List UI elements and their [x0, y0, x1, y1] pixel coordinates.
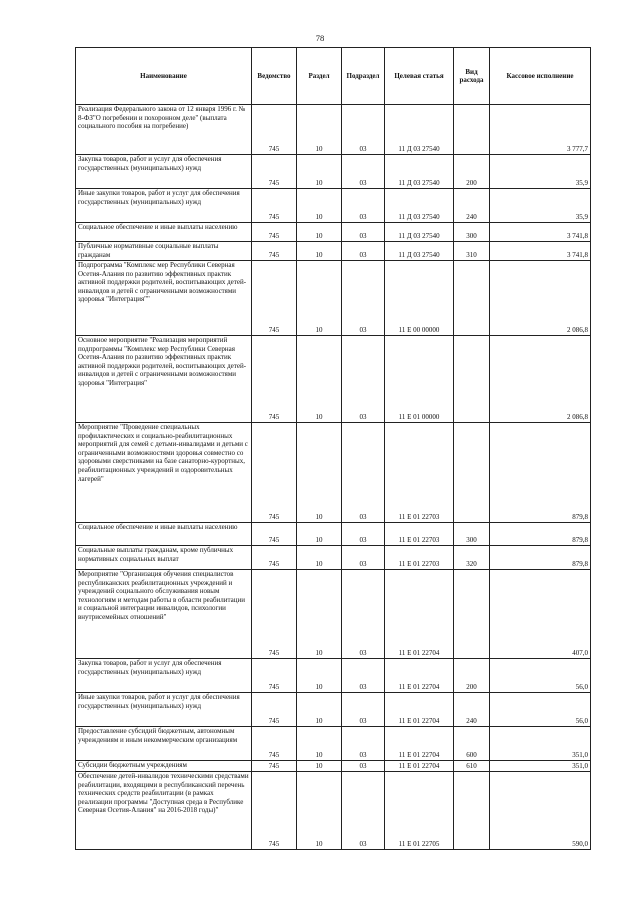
row-section: 10 — [297, 727, 342, 761]
row-expense-type: 320 — [454, 546, 490, 570]
budget-table — [75, 47, 591, 850]
row-target-article: 11 Е 01 22703 — [385, 423, 454, 523]
row-amount: 35,9 — [490, 155, 591, 189]
row-subsection: 03 — [342, 727, 385, 761]
table-row — [76, 761, 591, 772]
row-name: Закупка товаров, работ и услуг для обеспечения государственных (муниципальных) нужд — [76, 659, 252, 693]
row-department: 745 — [252, 261, 297, 336]
row-name: Предоставление субсидий бюджетным, автономным учреждениям и иным некоммерческим организациям — [76, 727, 252, 761]
row-amount: 3 741,8 — [490, 223, 591, 242]
row-section: 10 — [297, 189, 342, 223]
row-name: Мероприятие "Проведение специальных профилактических и социально-реабилитационных мероприятий для семей с детьми-инвалидами и детьми с ограниченными возможностями здоровья совместно со здоровыми сверстниками на базе санаторно-курортных, реабилитационных учреждений и оздоровительных лагерей" — [76, 423, 252, 523]
row-section: 10 — [297, 105, 342, 155]
row-amount: 35,9 — [490, 189, 591, 223]
row-subsection: 03 — [342, 155, 385, 189]
row-expense-type: 200 — [454, 155, 490, 189]
header-subsection: Подраздел — [342, 48, 385, 105]
table-row — [76, 242, 591, 261]
row-name: Мероприятие "Организация обучения специалистов республиканских реабилитационных учреждений и учреждений социального обслуживания новым технологиям и методам работы в области реабилитации и социальной интеграции инвалидов, психологии внутрисемейных отношений" — [76, 570, 252, 659]
row-subsection: 03 — [342, 772, 385, 850]
row-name: Субсидии бюджетным учреждениям — [76, 761, 252, 772]
table-row — [76, 523, 591, 546]
row-section: 10 — [297, 546, 342, 570]
row-department: 745 — [252, 523, 297, 546]
row-section: 10 — [297, 242, 342, 261]
row-department: 745 — [252, 546, 297, 570]
header-target-article: Целевая статья — [385, 48, 454, 105]
row-expense-type: 240 — [454, 189, 490, 223]
page-number: 78 — [315, 33, 325, 43]
row-section: 10 — [297, 223, 342, 242]
row-name: Иные закупки товаров, работ и услуг для обеспечения государственных (муниципальных) нужд — [76, 693, 252, 727]
row-target-article: 11 Е 01 22703 — [385, 523, 454, 546]
table-row — [76, 727, 591, 761]
row-name: Обеспечение детей-инвалидов техническими средствами реабилитации, входящими в республиканский перечень технических средств реабилитации (в рамках реализации программы "Доступная среда в Республике Северная Осетия-Алания" на 2016-2018 годы)" — [76, 772, 252, 850]
row-subsection: 03 — [342, 189, 385, 223]
row-department: 745 — [252, 242, 297, 261]
table-row — [76, 105, 591, 155]
row-subsection: 03 — [342, 261, 385, 336]
row-subsection: 03 — [342, 761, 385, 772]
row-section: 10 — [297, 761, 342, 772]
table-row — [76, 261, 591, 336]
row-target-article: 11 Е 01 22704 — [385, 659, 454, 693]
row-amount: 879,8 — [490, 523, 591, 546]
row-target-article: 11 Д 03 27540 — [385, 105, 454, 155]
row-section: 10 — [297, 570, 342, 659]
table-row — [76, 693, 591, 727]
row-department: 745 — [252, 423, 297, 523]
header-section: Раздел — [297, 48, 342, 105]
header-expense-type: Вид расхода — [454, 48, 490, 105]
row-amount: 407,0 — [490, 570, 591, 659]
row-target-article: 11 Д 03 27540 — [385, 242, 454, 261]
row-subsection: 03 — [342, 242, 385, 261]
row-name: Подпрограмма "Комплекс мер Республики Северная Осетия-Алания по развитию эффективных практик активной поддержки родителей, воспитывающих детей-инвалидов и детей с ограниченными возможностями здоровья "Интеграция"" — [76, 261, 252, 336]
row-expense-type: 610 — [454, 761, 490, 772]
row-subsection: 03 — [342, 423, 385, 523]
row-expense-type — [454, 772, 490, 850]
row-target-article: 11 Д 03 27540 — [385, 223, 454, 242]
row-subsection: 03 — [342, 223, 385, 242]
table-row — [76, 189, 591, 223]
table-row — [76, 659, 591, 693]
row-amount: 351,0 — [490, 761, 591, 772]
row-expense-type — [454, 261, 490, 336]
row-amount: 879,8 — [490, 546, 591, 570]
row-department: 745 — [252, 223, 297, 242]
row-expense-type — [454, 570, 490, 659]
row-target-article: 11 Е 01 22703 — [385, 546, 454, 570]
row-amount: 3 777,7 — [490, 105, 591, 155]
row-subsection: 03 — [342, 523, 385, 546]
row-subsection: 03 — [342, 693, 385, 727]
table-row — [76, 423, 591, 523]
row-amount: 879,8 — [490, 423, 591, 523]
row-section: 10 — [297, 523, 342, 546]
row-department: 745 — [252, 189, 297, 223]
row-target-article: 11 Е 01 22704 — [385, 693, 454, 727]
header-department: Ведомство — [252, 48, 297, 105]
table-row — [76, 772, 591, 850]
table-row — [76, 546, 591, 570]
row-amount: 590,0 — [490, 772, 591, 850]
row-department: 745 — [252, 727, 297, 761]
table-row — [76, 223, 591, 242]
row-amount: 2 086,8 — [490, 261, 591, 336]
table-row — [76, 570, 591, 659]
row-expense-type: 310 — [454, 242, 490, 261]
row-department: 745 — [252, 659, 297, 693]
row-expense-type: 600 — [454, 727, 490, 761]
row-target-article: 11 Е 01 00000 — [385, 336, 454, 423]
row-target-article: 11 Е 01 22704 — [385, 761, 454, 772]
row-section: 10 — [297, 659, 342, 693]
row-subsection: 03 — [342, 336, 385, 423]
row-name: Закупка товаров, работ и услуг для обеспечения государственных (муниципальных) нужд — [76, 155, 252, 189]
row-department: 745 — [252, 761, 297, 772]
row-subsection: 03 — [342, 570, 385, 659]
row-target-article: 11 Д 03 27540 — [385, 155, 454, 189]
row-amount: 351,0 — [490, 727, 591, 761]
row-amount: 3 741,8 — [490, 242, 591, 261]
row-target-article: 11 Е 00 00000 — [385, 261, 454, 336]
row-department: 745 — [252, 772, 297, 850]
row-name: Иные закупки товаров, работ и услуг для обеспечения государственных (муниципальных) нужд — [76, 189, 252, 223]
row-expense-type: 240 — [454, 693, 490, 727]
row-section: 10 — [297, 693, 342, 727]
row-department: 745 — [252, 105, 297, 155]
row-subsection: 03 — [342, 546, 385, 570]
row-amount: 56,0 — [490, 693, 591, 727]
row-name: Социальные выплаты гражданам, кроме публичных нормативных социальных выплат — [76, 546, 252, 570]
row-name: Публичные нормативные социальные выплаты гражданам — [76, 242, 252, 261]
row-subsection: 03 — [342, 105, 385, 155]
row-department: 745 — [252, 570, 297, 659]
header-name: Наименование — [76, 48, 252, 105]
row-section: 10 — [297, 423, 342, 523]
row-section: 10 — [297, 261, 342, 336]
row-expense-type — [454, 423, 490, 523]
row-name: Социальное обеспечение и иные выплаты населению — [76, 523, 252, 546]
row-section: 10 — [297, 155, 342, 189]
row-target-article: 11 Е 01 22704 — [385, 727, 454, 761]
row-expense-type: 200 — [454, 659, 490, 693]
header-cash-execution: Кассовое исполнение — [490, 48, 591, 105]
row-target-article: 11 Д 03 27540 — [385, 189, 454, 223]
row-target-article: 11 Е 01 22704 — [385, 570, 454, 659]
row-amount: 56,0 — [490, 659, 591, 693]
row-name: Социальное обеспечение и иные выплаты населению — [76, 223, 252, 242]
table-header-row — [76, 48, 591, 105]
row-amount: 2 086,8 — [490, 336, 591, 423]
row-expense-type — [454, 105, 490, 155]
row-section: 10 — [297, 336, 342, 423]
row-department: 745 — [252, 336, 297, 423]
row-department: 745 — [252, 693, 297, 727]
row-department: 745 — [252, 155, 297, 189]
row-name: Основное мероприятие "Реализация мероприятий подпрограммы "Комплекс мер Республики Северная Осетия-Алания по развитию эффективных практик активной поддержки родителей, воспитывающих детей-инвалидов и детей с ограниченными возможностями здоровья "Интеграция" — [76, 336, 252, 423]
row-expense-type: 300 — [454, 523, 490, 546]
row-subsection: 03 — [342, 659, 385, 693]
row-expense-type: 300 — [454, 223, 490, 242]
row-expense-type — [454, 336, 490, 423]
row-target-article: 11 Е 01 22705 — [385, 772, 454, 850]
table-row — [76, 336, 591, 423]
row-section: 10 — [297, 772, 342, 850]
table-row — [76, 155, 591, 189]
table-body — [76, 105, 591, 850]
row-name: Реализация Федерального закона от 12 января 1996 г. № 8-ФЗ"О погребении и похоронном деле" (выплата социального пособия на погребение) — [76, 105, 252, 155]
